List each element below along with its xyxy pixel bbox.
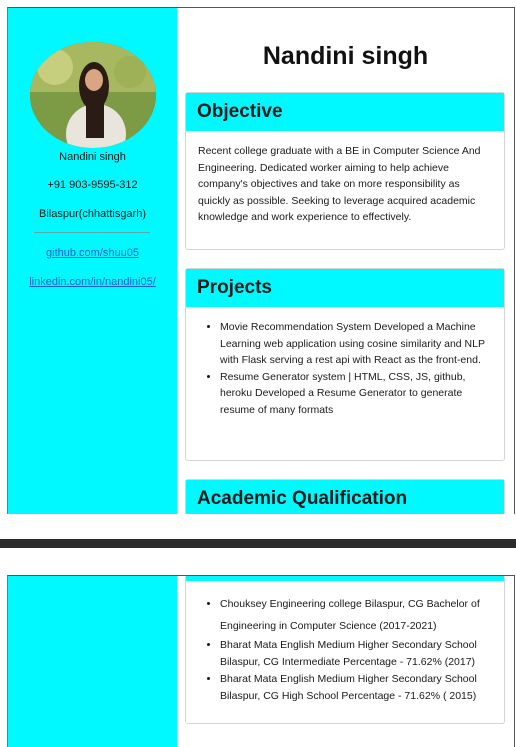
profile-photo — [30, 42, 156, 148]
academic-heading: Academic Qualification — [186, 480, 504, 514]
resume-page-2 — [7, 575, 515, 747]
sidebar-continued — [8, 576, 177, 747]
avatar — [30, 42, 156, 148]
page-title: Nandini singh — [262, 42, 429, 70]
list-item: • Chouksey Engineering college Bilaspur, CG Bachelor of Engineering in Computer Science (2017-2021) — [220, 593, 492, 637]
linkedin-link[interactable]: linkedin.com/in/nandini05/ — [29, 276, 156, 288]
list-item: • Movie Recommendation System Developed a Machine Learning web application using cosine similarity and NLP with Flask serving a rest api with React as the front-end. — [220, 319, 492, 369]
sidebar — [8, 8, 177, 514]
objective-section — [185, 92, 505, 250]
projects-heading: Projects — [186, 269, 504, 307]
phone-number: +91 903-9595-312 — [47, 179, 138, 191]
list-item: • Resume Generator system | HTML, CSS, JS, github, heroku Developed a Resume Generator to generate resume of many formats — [220, 369, 492, 419]
main-content — [177, 8, 514, 514]
academic-section — [185, 479, 505, 514]
resume-page-1 — [7, 7, 515, 514]
objective-heading: Objective — [186, 93, 504, 131]
list-item: • Bharat Mata English Medium Higher Secondary School Bilaspur, CG Intermediate Percentage - 71.62% (2017) — [220, 637, 492, 671]
github-link[interactable]: github.com/shuu05 — [46, 247, 139, 259]
page-separator — [0, 539, 516, 548]
objective-text: Recent college graduate with a BE in Computer Science And Engineering. Dedicated worker aiming to help achieve company's objectives and take on more responsibility as quickly as possible. Seeking to leverage acquired academic knowledge and work experience to effectively. — [198, 145, 481, 223]
academic-section-continued — [185, 575, 505, 724]
list-item: • Bharat Mata English Medium Higher Secondary School Bilaspur, CG High School Percentage - 71.62% ( 2015) — [220, 671, 492, 705]
main-content-continued — [177, 576, 514, 747]
location: Bilaspur(chhattisgarh) — [39, 208, 146, 220]
sidebar-divider — [34, 232, 150, 233]
projects-section — [185, 268, 505, 461]
sidebar-name: Nandini singh — [59, 151, 126, 163]
